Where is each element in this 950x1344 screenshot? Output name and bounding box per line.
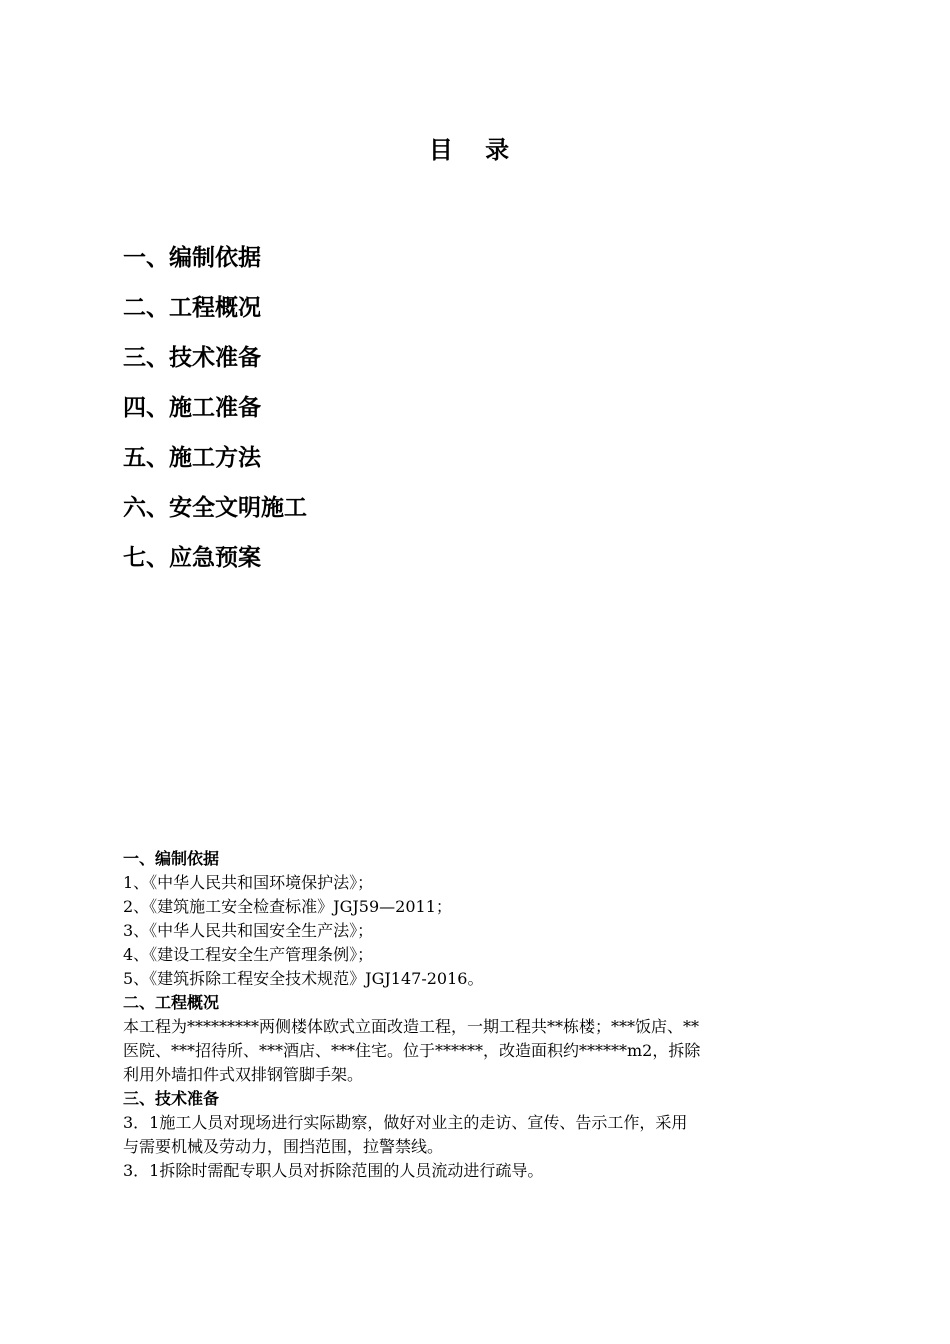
basis-line: 4、《建设工程安全生产管理条例》； — [123, 945, 374, 964]
toc-item-construction-prep: 四、施工准备 — [123, 395, 261, 421]
toc-list — [123, 233, 307, 583]
toc-item-overview: 二、工程概况 — [123, 295, 261, 321]
toc-title: 目 录 — [428, 136, 522, 164]
section-heading-tech-prep: 三、技术准备 — [123, 1089, 220, 1108]
section-heading-overview: 二、工程概况 — [123, 993, 220, 1012]
overview-line: 本工程为*********两侧楼体欧式立面改造工程，一期工程共**栋楼；***饭店、** — [123, 1017, 700, 1036]
toc-item-safety: 六、安全文明施工 — [123, 495, 307, 521]
toc-item-emergency: 七、应急预案 — [123, 545, 261, 571]
document-body — [123, 847, 843, 1183]
overview-line: 利用外墙扣件式双排钢管脚手架。 — [123, 1065, 364, 1084]
basis-line: 3、《中华人民共和国安全生产法》； — [123, 921, 374, 940]
overview-line: 医院、***招待所、***酒店、***住宅。位于******，改造面积约******m2，拆除 — [123, 1041, 701, 1060]
basis-line: 5、《建筑拆除工程安全技术规范》JGJ147-2016。 — [123, 969, 484, 988]
toc-item-tech-prep: 三、技术准备 — [123, 345, 261, 371]
tech-prep-line: 3．1拆除时需配专职人员对拆除范围的人员流动进行疏导。 — [123, 1161, 544, 1180]
section-heading-basis: 一、编制依据 — [123, 849, 220, 868]
toc-item-construction-method: 五、施工方法 — [123, 445, 261, 471]
tech-prep-line: 3．1施工人员对现场进行实际勘察，做好对业主的走访、宣传、告示工作，采用 — [123, 1113, 688, 1132]
tech-prep-line: 与需要机械及劳动力，围挡范围，拉警禁线。 — [123, 1137, 444, 1156]
basis-line: 2、《建筑施工安全检查标准》JGJ59—2011； — [123, 897, 452, 916]
basis-line: 1、《中华人民共和国环境保护法》； — [123, 873, 374, 892]
toc-item-basis: 一、编制依据 — [123, 245, 261, 271]
